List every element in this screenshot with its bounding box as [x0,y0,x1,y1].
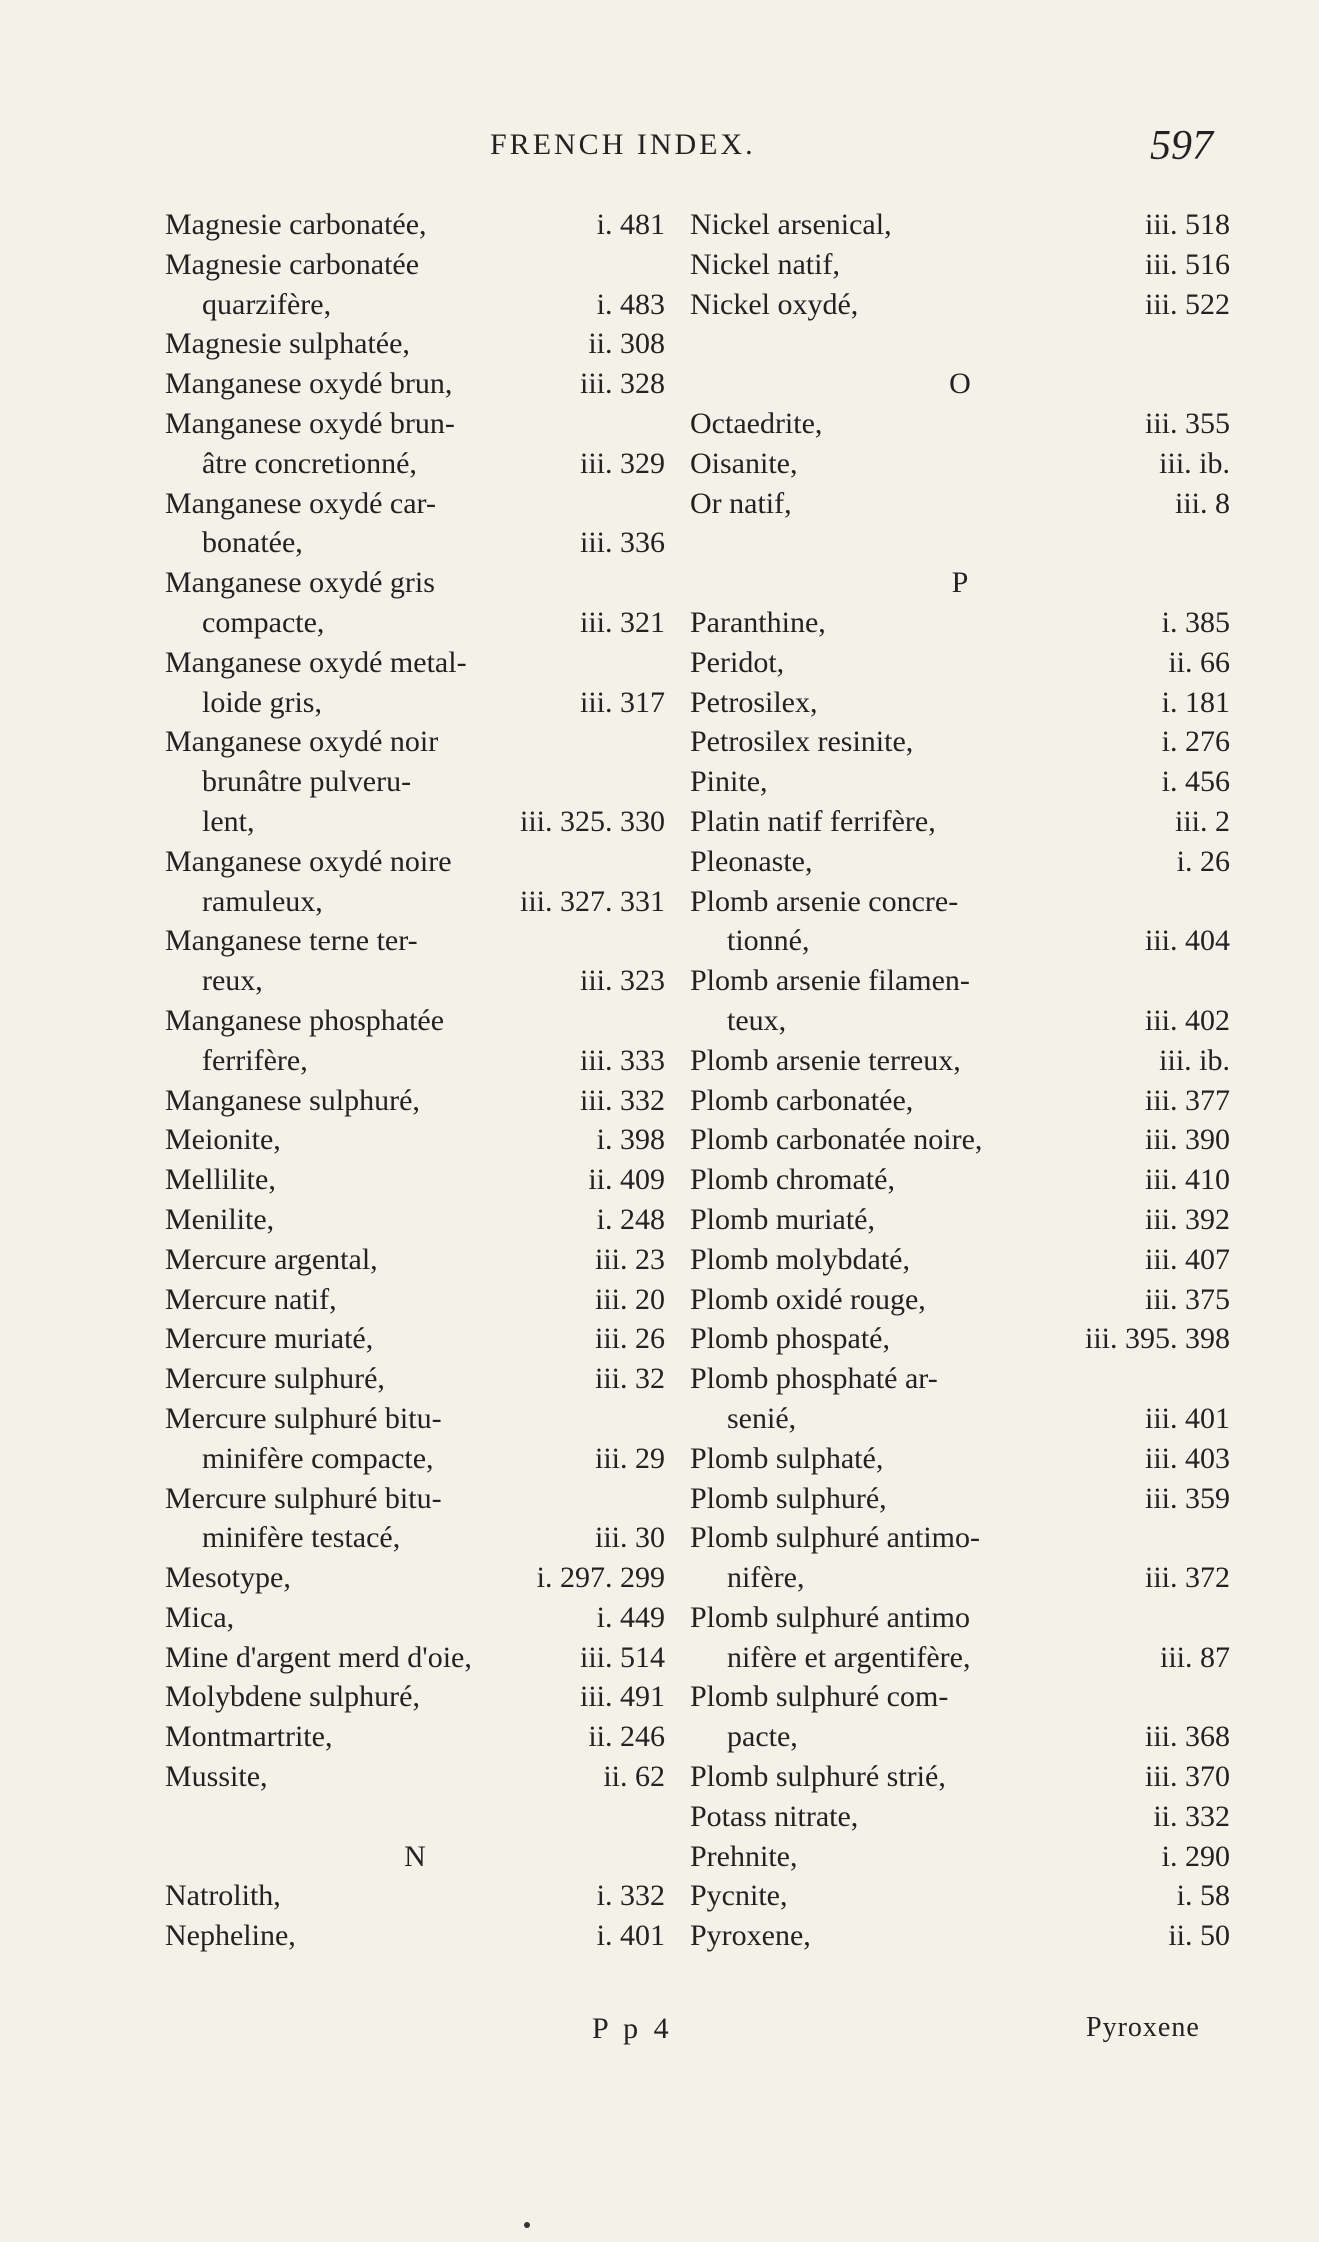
entry-term: Petrosilex, [690,685,818,719]
index-entry [165,364,665,404]
index-entry [690,961,1230,1001]
index-entry [690,1677,1230,1717]
entry-reference: i. 401 [596,1919,665,1953]
index-entry [165,245,665,285]
entry-reference: i. 332 [596,1879,665,1913]
index-entry [165,1120,665,1160]
entry-term: Nickel arsenical, [690,208,892,241]
index-entry [165,722,665,762]
entry-term: compacte, [202,605,325,639]
index-entry [165,802,665,842]
entry-term: Petrosilex resinite, [690,725,914,759]
section-letter [690,563,1230,603]
entry-reference: iii. 392 [1144,1202,1230,1236]
entry-reference: ii. 66 [1168,645,1230,679]
running-head: FRENCH INDEX. [490,128,756,161]
entry-reference: ii. 308 [588,327,665,361]
index-entry [165,1160,665,1200]
entry-reference: iii. 518 [1144,208,1230,241]
entry-term: Magnesie carbonatée, [165,208,427,241]
entry-term: Pyroxene, [690,1919,811,1953]
index-entry [690,1399,1230,1439]
entry-reference: iii. 329 [579,446,665,480]
entry-term: Montmartrite, [165,1720,333,1754]
entry-term: pacte, [727,1720,798,1754]
entry-reference: iii. 32 [594,1362,665,1396]
entry-term: Nickel oxydé, [690,287,859,321]
entry-reference: iii. 87 [1159,1640,1230,1674]
index-entry [165,1280,665,1320]
index-entry [165,683,665,723]
index-entry [690,1558,1230,1598]
index-entry [690,205,1230,245]
index-entry [165,1916,665,1956]
entry-term: loide gris, [202,685,322,719]
entry-term: Plomb oxidé rouge, [690,1282,926,1316]
index-entry [690,1081,1230,1121]
entry-term: Meionite, [165,1123,281,1157]
entry-reference: iii. 401 [1144,1401,1230,1435]
entry-term: Oisanite, [690,446,798,480]
entry-term: Mercure sulphuré, [165,1362,385,1396]
entry-term: Plomb carbonatée noire, [690,1123,983,1157]
entry-reference: i. 248 [596,1202,665,1236]
entry-reference: ii. 50 [1168,1919,1230,1953]
entry-term: Mica, [165,1600,235,1634]
index-entry [690,245,1230,285]
entry-reference: iii. 377 [1144,1083,1230,1117]
entry-reference: iii. 407 [1144,1242,1230,1276]
entry-term: Manganese oxydé noir [165,725,439,759]
entry-term: Magnesie carbonatée [165,247,420,281]
entry-reference: iii. 522 [1144,287,1230,321]
entry-reference: iii. 372 [1144,1561,1230,1595]
index-column-right [690,205,1230,1956]
index-entry [690,484,1230,524]
entry-term: Plomb sulphuré antimo- [690,1521,980,1555]
entry-term: quarzifère, [202,287,332,321]
entry-reference: iii. 375 [1144,1282,1230,1316]
entry-term: brunâtre pulveru- [202,765,412,799]
entry-reference: ii. 409 [588,1163,665,1197]
index-entry [165,1558,665,1598]
entry-reference: iii. 410 [1144,1163,1230,1197]
index-entry [165,285,665,325]
index-entry [690,1160,1230,1200]
index-entry [690,802,1230,842]
entry-reference: iii. 8 [1174,486,1230,520]
entry-reference: iii. 368 [1144,1720,1230,1754]
index-entry [690,762,1230,802]
index-entry [690,1837,1230,1877]
entry-reference: iii. 327. 331 [519,884,665,918]
index-entry [690,1717,1230,1757]
entry-term: Platin natif ferrifère, [690,804,936,838]
section-letter-text: P [951,566,969,600]
section-letter [165,1837,665,1877]
index-entry [165,1479,665,1519]
entry-term: Plomb phospaté, [690,1322,890,1356]
index-entry [165,961,665,1001]
entry-reference: i. 26 [1176,844,1230,878]
entry-term: tionné, [727,924,810,958]
index-entry [690,1598,1230,1638]
entry-reference: ii. 62 [603,1760,665,1794]
entry-reference: iii. ib. [1159,1043,1230,1077]
index-entry [690,1638,1230,1678]
index-entry [165,444,665,484]
entry-term: Plomb sulphaté, [690,1441,884,1475]
entry-reference: iii. 404 [1144,924,1230,958]
entry-reference: i. 276 [1161,725,1230,759]
entry-term: Manganese phosphatée [165,1003,445,1037]
index-entry [690,1041,1230,1081]
entry-term: Plomb sulphuré strié, [690,1760,946,1794]
index-entry [165,1001,665,1041]
entry-term: Octaedrite, [690,406,823,440]
entry-term: Mercure muriaté, [165,1322,374,1356]
entry-reference: iii. 359 [1144,1481,1230,1515]
entry-reference: iii. 317 [579,685,665,719]
index-column-left [165,205,665,1956]
index-entry [690,1518,1230,1558]
index-entry [690,444,1230,484]
entry-reference: iii. 325. 330 [519,804,665,838]
index-entry [165,1717,665,1757]
entry-reference: i. 483 [596,287,665,321]
entry-reference: iii. 403 [1144,1441,1230,1475]
entry-reference: iii. 395. 398 [1084,1322,1230,1356]
index-entry [165,1518,665,1558]
entry-term: Potass nitrate, [690,1799,859,1833]
section-letter [690,364,1230,404]
index-entry [690,285,1230,325]
entry-reference: iii. 336 [579,526,665,560]
index-entry [690,882,1230,922]
index-entry [690,523,1230,563]
index-entry [165,1319,665,1359]
entry-term: Peridot, [690,645,785,679]
entry-reference: i. 58 [1176,1879,1230,1913]
entry-term: Manganese oxydé brun- [165,406,455,440]
entry-term: Manganese terne ter- [165,924,418,958]
entry-term: Or natif, [690,486,792,520]
index-entry [165,205,665,245]
entry-reference: i. 449 [596,1600,665,1634]
entry-reference: i. 385 [1161,605,1230,639]
section-letter-text: N [404,1839,426,1873]
index-entry [690,722,1230,762]
entry-reference: iii. 514 [579,1640,665,1674]
entry-term: Manganese oxydé car- [165,486,436,520]
entry-term: Manganese oxydé gris [165,566,435,600]
entry-term: nifère et argentifère, [727,1640,971,1674]
entry-reference: iii. 370 [1144,1760,1230,1794]
entry-term: Magnesie sulphatée, [165,327,410,361]
index-entry [690,1757,1230,1797]
entry-term: Plomb phosphaté ar- [690,1362,938,1396]
index-entry [690,1797,1230,1837]
entry-term: Mesotype, [165,1561,291,1595]
entry-reference: iii. 516 [1144,247,1230,281]
index-entry [690,842,1230,882]
entry-term: ferrifère, [202,1043,308,1077]
index-entry [165,404,665,444]
index-entry [690,404,1230,444]
entry-term: Manganese oxydé noire [165,844,452,878]
entry-reference: iii. 20 [594,1282,665,1316]
index-entry [165,1041,665,1081]
index-entry [690,921,1230,961]
index-entry [165,762,665,802]
ink-dot [524,2222,530,2228]
index-entry [690,643,1230,683]
entry-term: Manganese oxydé brun, [165,367,453,401]
section-letter-text: O [949,367,971,401]
entry-reference: i. 481 [596,208,665,241]
entry-term: Paranthine, [690,605,826,639]
entry-term: Mine d'argent merd d'oie, [165,1640,472,1674]
entry-term: Pycnite, [690,1879,788,1913]
index-entry [165,882,665,922]
index-entry [690,1200,1230,1240]
index-entry [690,1001,1230,1041]
index-entry [165,1677,665,1717]
entry-term: Natrolith, [165,1879,281,1913]
entry-term: Plomb arsenie concre- [690,884,959,918]
index-entry [165,603,665,643]
catchword: Pyroxene [1086,2012,1200,2043]
entry-reference: iii. 328 [579,367,665,401]
index-entry [165,1876,665,1916]
entry-term: âtre concretionné, [202,446,417,480]
entry-reference: iii. 29 [594,1441,665,1475]
entry-reference: i. 181 [1161,685,1230,719]
index-entry [690,603,1230,643]
entry-term: Plomb sulphuré, [690,1481,887,1515]
index-entry [165,842,665,882]
entry-reference: iii. 321 [579,605,665,639]
entry-term: minifère testacé, [202,1521,401,1555]
entry-term: Plomb arsenie filamen- [690,964,970,998]
entry-reference: iii. 30 [594,1521,665,1555]
index-entry [165,324,665,364]
index-entry [690,1439,1230,1479]
entry-term: Mercure sulphuré bitu- [165,1401,442,1435]
entry-term: Plomb arsenie terreux, [690,1043,961,1077]
entry-term: senié, [727,1401,797,1435]
entry-reference: iii. 2 [1174,804,1230,838]
entry-reference: iii. ib. [1159,446,1230,480]
entry-term: Mercure natif, [165,1282,337,1316]
entry-reference: iii. 355 [1144,406,1230,440]
index-entry [165,1638,665,1678]
entry-term: Plomb sulphuré antimo [690,1600,970,1634]
entry-reference: iii. 26 [594,1322,665,1356]
entry-reference: ii. 332 [1153,1799,1230,1833]
entry-term: Mercure sulphuré bitu- [165,1481,442,1515]
index-entry [690,1319,1230,1359]
index-entry [165,1797,665,1837]
entry-reference: i. 297. 299 [536,1561,665,1595]
entry-term: Mellilite, [165,1163,276,1197]
entry-term: Manganese sulphuré, [165,1083,420,1117]
index-entry [165,1200,665,1240]
entry-reference: i. 290 [1161,1839,1230,1873]
index-entry [165,1240,665,1280]
index-entry [165,643,665,683]
index-entry [165,1439,665,1479]
entry-reference: iii. 323 [579,964,665,998]
entry-term: Mussite, [165,1760,268,1794]
entry-term: lent, [202,804,255,838]
entry-term: reux, [202,964,263,998]
index-entry [690,1280,1230,1320]
entry-term: Plomb sulphuré com- [690,1680,949,1714]
index-entry [165,1598,665,1638]
entry-reference: iii. 491 [579,1680,665,1714]
index-entry [690,1359,1230,1399]
signature-mark: P p 4 [592,2012,673,2045]
entry-reference: i. 456 [1161,765,1230,799]
entry-term: Mercure argental, [165,1242,378,1276]
index-entry [165,1757,665,1797]
entry-term: Plomb muriaté, [690,1202,875,1236]
entry-term: Pinite, [690,765,768,799]
entry-term: Nickel natif, [690,247,840,281]
entry-reference: iii. 333 [579,1043,665,1077]
index-entry [690,1479,1230,1519]
entry-reference: ii. 246 [588,1720,665,1754]
entry-term: Plomb chromaté, [690,1163,895,1197]
entry-term: minifère compacte, [202,1441,434,1475]
index-entry [690,1120,1230,1160]
entry-term: teux, [727,1003,787,1037]
index-entry [690,1916,1230,1956]
entry-term: Plomb molybdaté, [690,1242,910,1276]
entry-reference: iii. 390 [1144,1123,1230,1157]
index-entry [165,1399,665,1439]
page-number: 597 [1150,123,1213,169]
entry-reference: iii. 23 [594,1242,665,1276]
index-entry [690,324,1230,364]
entry-term: Prehnite, [690,1839,798,1873]
entry-term: Plomb carbonatée, [690,1083,914,1117]
entry-term: nifère, [727,1561,805,1595]
entry-reference: i. 398 [596,1123,665,1157]
index-entry [165,1081,665,1121]
entry-term: Nepheline, [165,1919,296,1953]
index-entry [165,563,665,603]
entry-term: Menilite, [165,1202,275,1236]
entry-term: ramuleux, [202,884,323,918]
entry-term: Manganese oxydé metal- [165,645,467,679]
entry-reference: iii. 402 [1144,1003,1230,1037]
entry-term: Molybdene sulphuré, [165,1680,420,1714]
index-entry [165,484,665,524]
index-entry [690,1876,1230,1916]
entry-term: bonatée, [202,526,303,560]
index-entry [165,921,665,961]
index-entry [690,683,1230,723]
entry-reference: iii. 332 [579,1083,665,1117]
index-entry [165,1359,665,1399]
index-entry [690,1240,1230,1280]
entry-term: Pleonaste, [690,844,813,878]
index-entry [165,523,665,563]
